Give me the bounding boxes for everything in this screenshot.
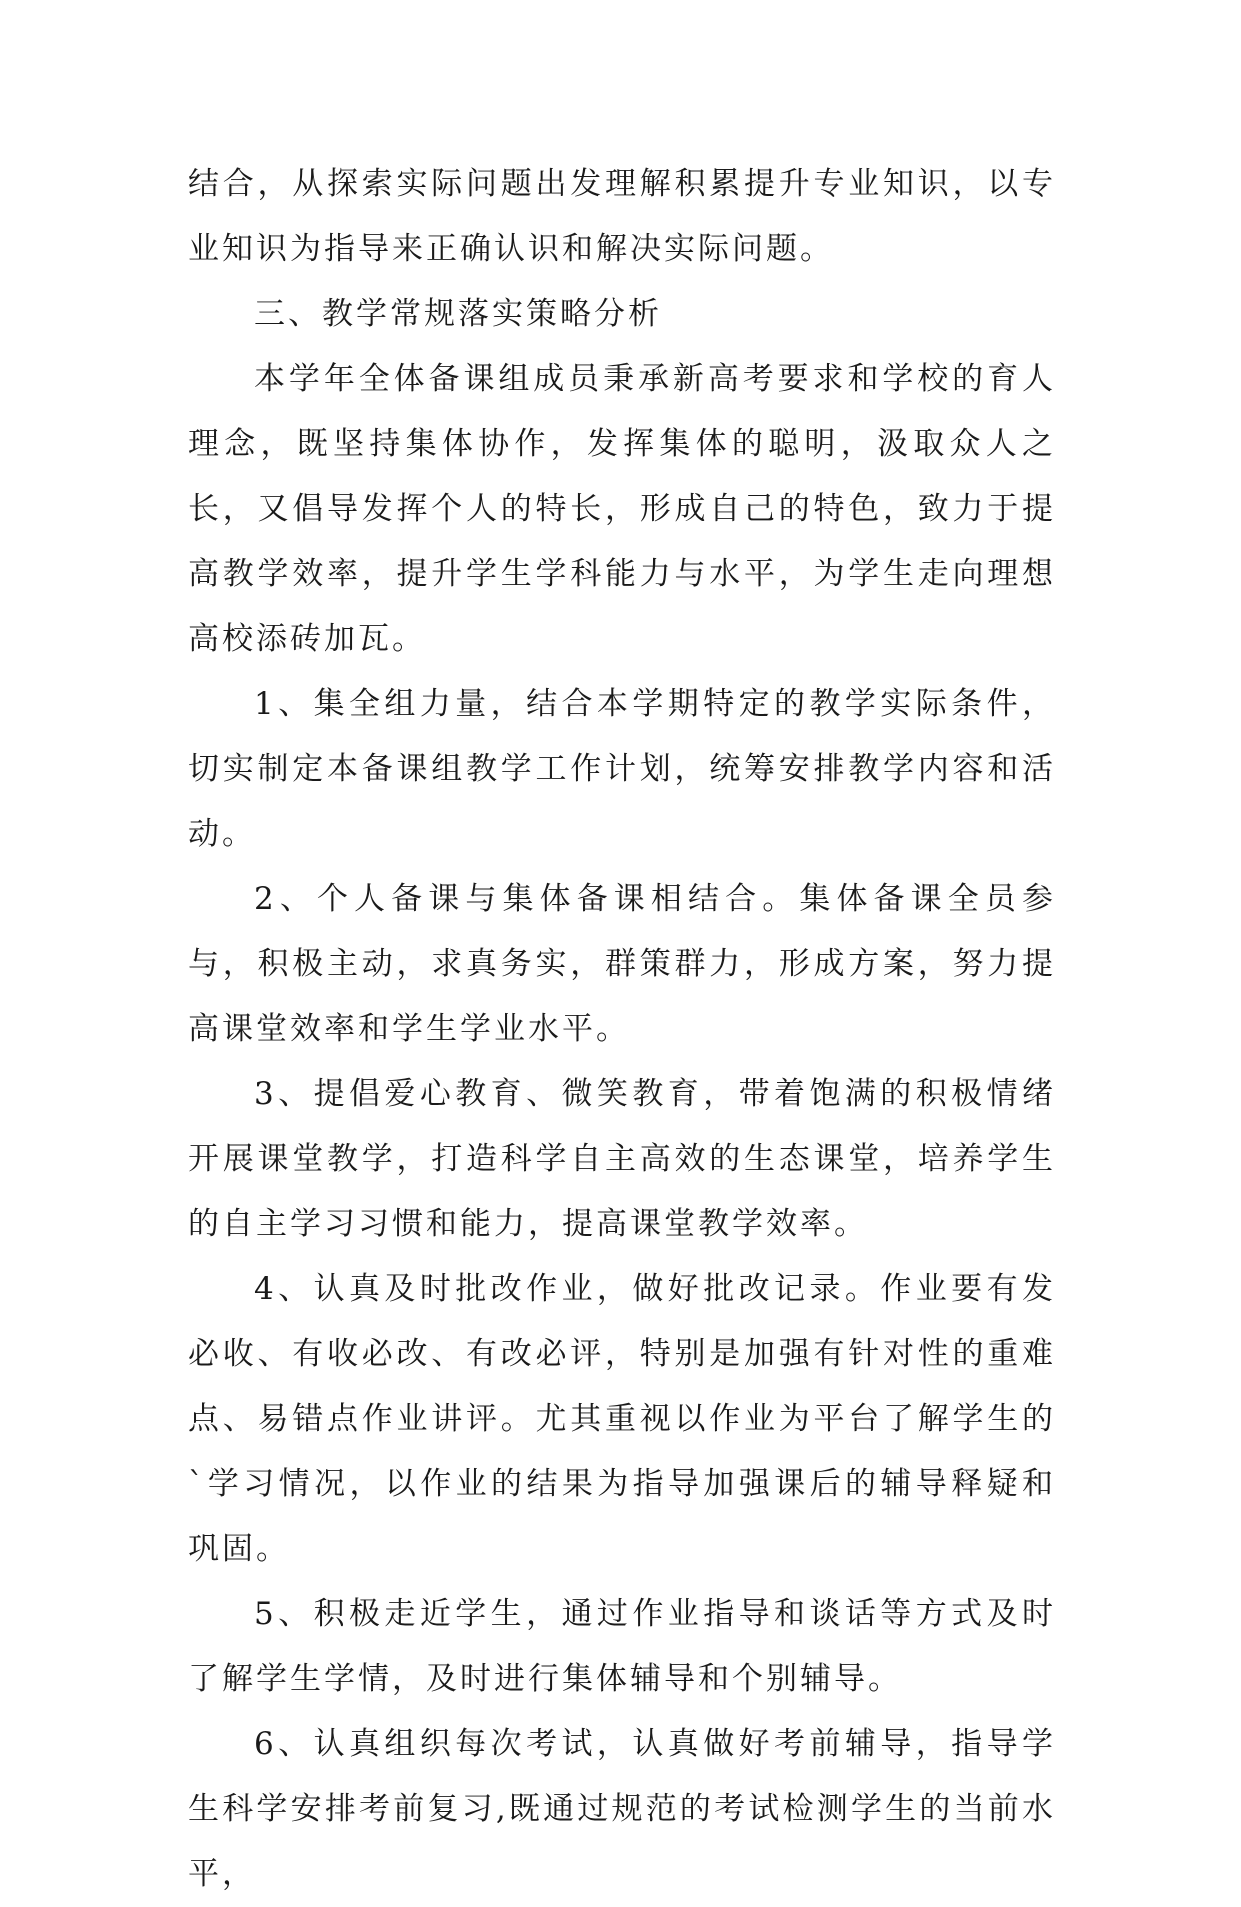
list-item-3: 3、提倡爱心教育、微笑教育，带着饱满的积极情绪开展课堂教学，打造科学自主高效的生态课堂，培养学生的自主学习习惯和能力，提高课堂教学效率。 <box>188 1076 1056 1242</box>
paragraph-continuation: 结合，从探索实际问题出发理解积累提升专业知识，以专业知识为指导来正确认识和解决实际问题。 <box>188 166 1056 267</box>
list-item-2: 2、个人备课与集体备课相结合。集体备课全员参与，积极主动，求真务实，群策群力，形成方案，努力提高课堂效率和学生学业水平。 <box>188 881 1056 1047</box>
document-body <box>188 152 1056 1907</box>
paragraph-intro: 本学年全体备课组成员秉承新高考要求和学校的育人理念，既坚持集体协作，发挥集体的聪明，汲取众人之长，又倡导发挥个人的特长，形成自己的特色，致力于提高教学效率，提升学生学科能力与水平，为学生走向理想高校添砖加瓦。 <box>188 361 1056 657</box>
list-item-6: 6、认真组织每次考试，认真做好考前辅导，指导学生科学安排考前复习,既通过规范的考试检测学生的当前水平， <box>188 1726 1056 1892</box>
list-item-1: 1、集全组力量，结合本学期特定的教学实际条件，切实制定本备课组教学工作计划，统筹安排教学内容和活动。 <box>188 686 1056 852</box>
section-heading: 三、教学常规落实策略分析 <box>254 296 662 332</box>
list-item-5: 5、积极走近学生，通过作业指导和谈话等方式及时了解学生学情，及时进行集体辅导和个别辅导。 <box>188 1596 1056 1697</box>
list-item-4: 4、认真及时批改作业，做好批改记录。作业要有发必收、有收必改、有改必评，特别是加强有针对性的重难点、易错点作业讲评。尤其重视以作业为平台了解学生的`学习情况，以作业的结果为指导加强课后的辅导释疑和巩固。 <box>188 1271 1056 1567</box>
